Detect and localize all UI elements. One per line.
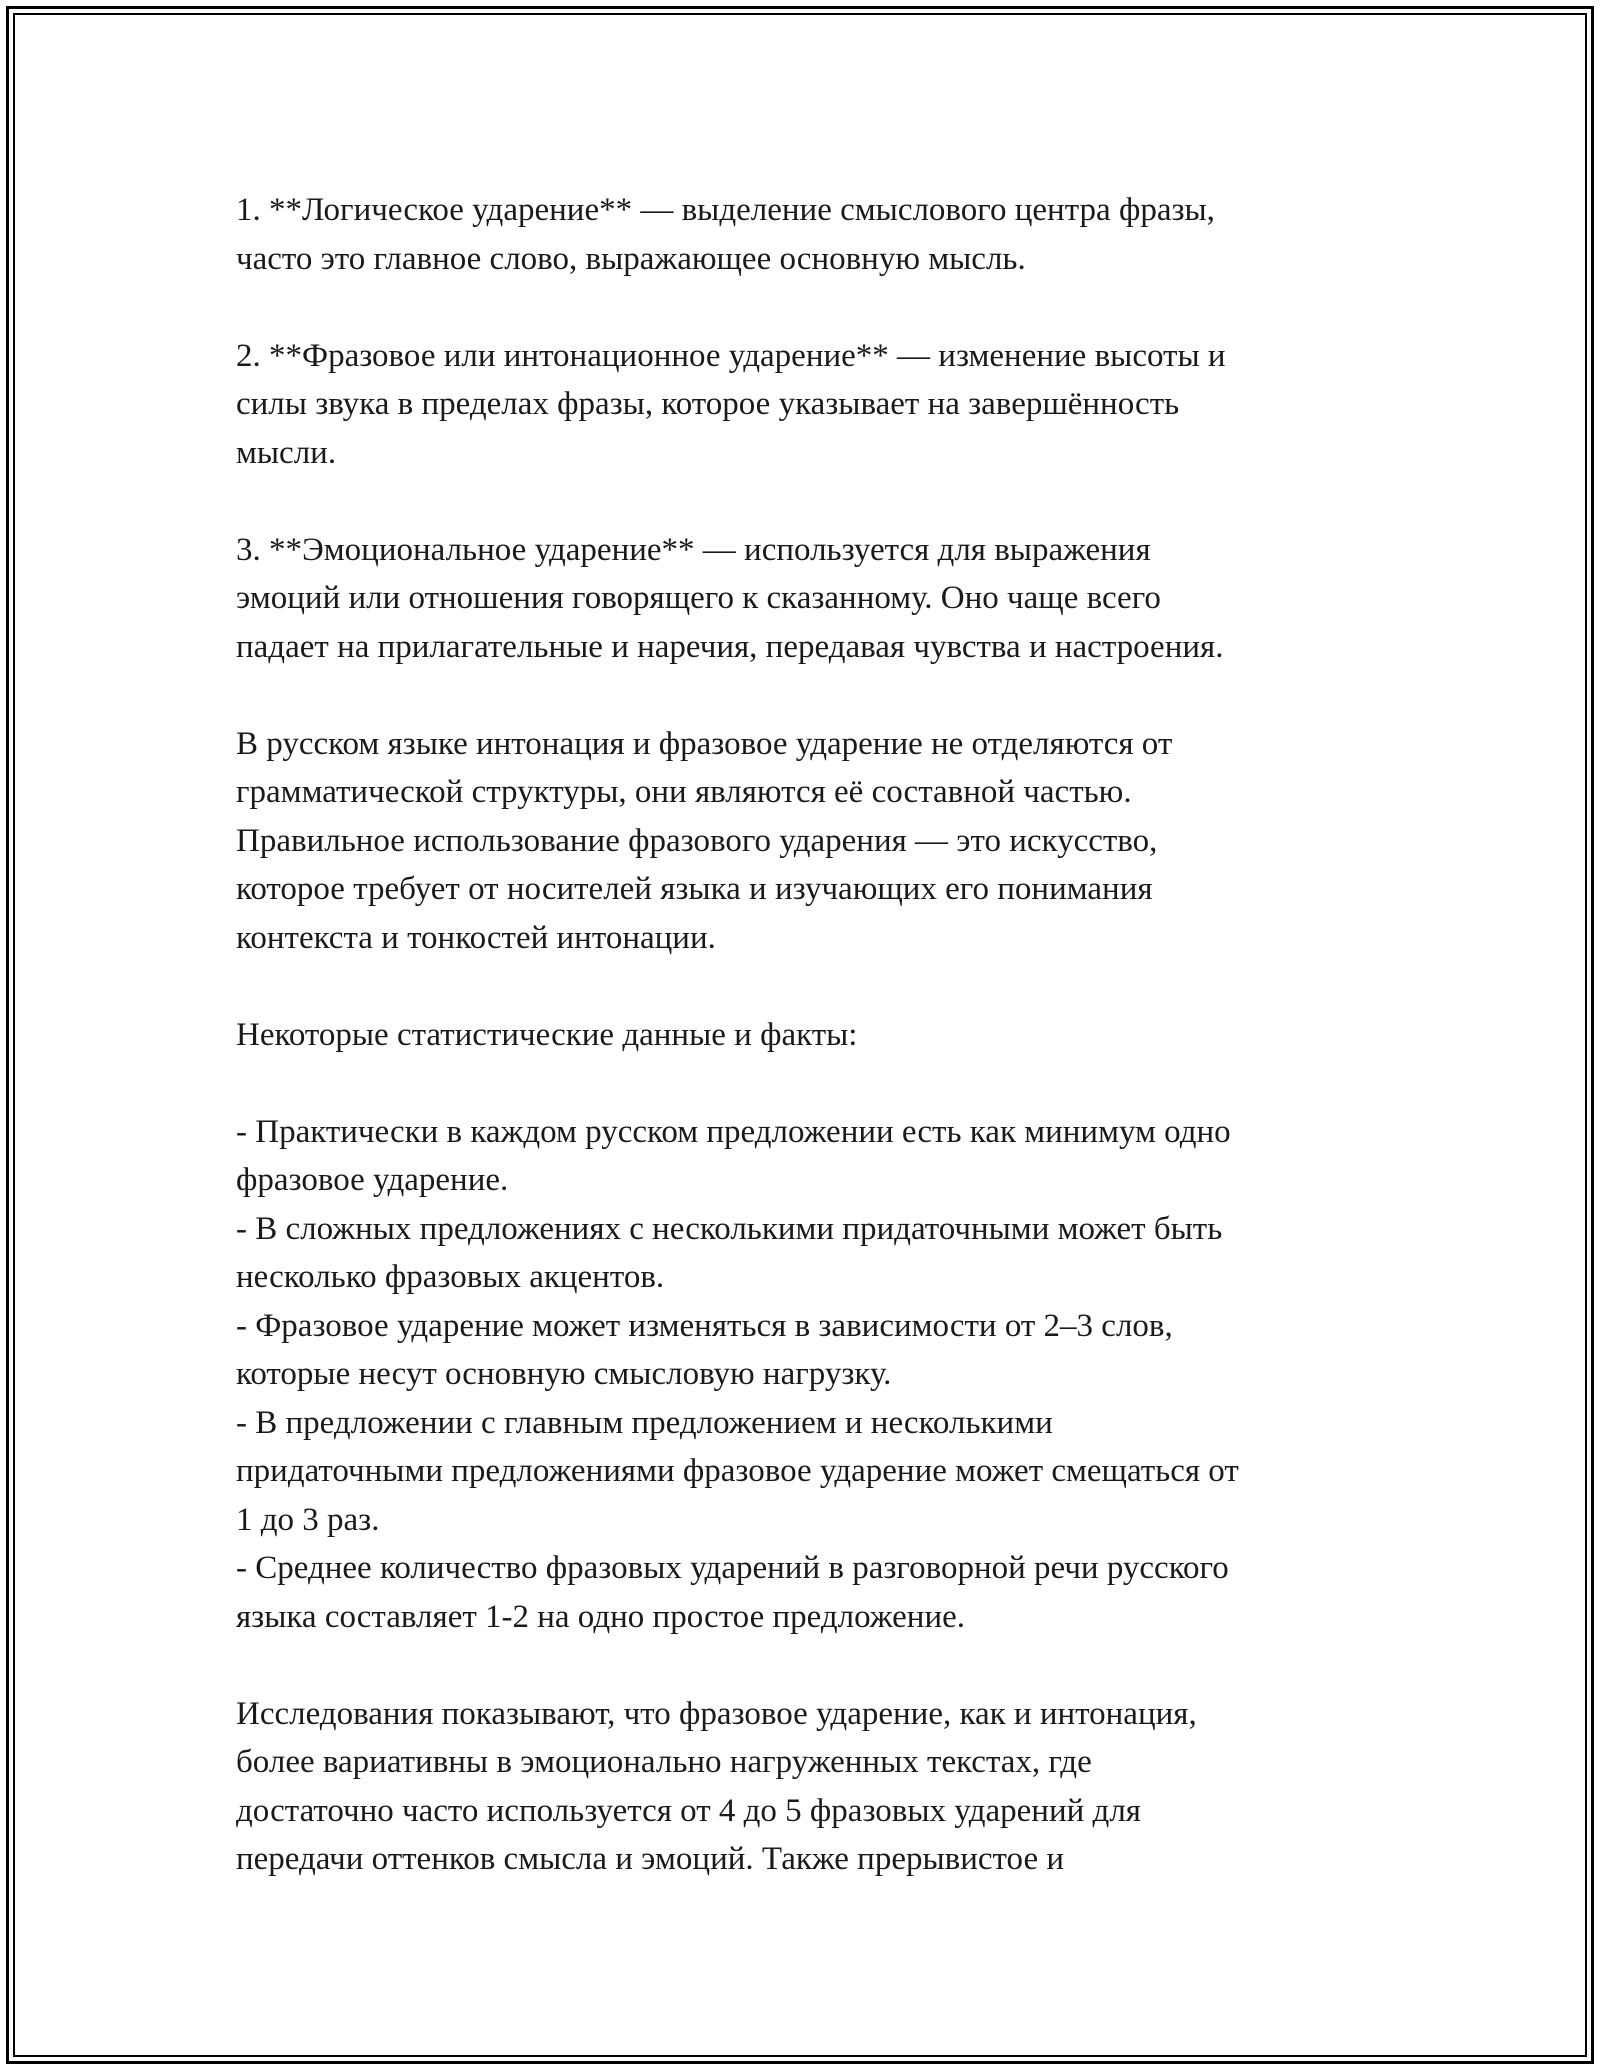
list-item-line: 1 до 3 раз. xyxy=(236,1501,380,1538)
text-line: часто это главное слово, выражающее основную мысль. xyxy=(236,240,1026,277)
text-line: которое требует от носителей языка и изучающих его понимания xyxy=(236,871,1153,907)
text-line: контекста и тонкостей интонации. xyxy=(236,919,716,956)
paragraph-phrasal-stress xyxy=(236,332,1396,478)
text-line: падает на прилагательные и наречия, передавая чувства и настроения. xyxy=(236,628,1224,665)
paragraph-emotional-stress xyxy=(236,526,1396,672)
paragraph-facts-list xyxy=(236,1108,1396,1642)
list-item-line: - Фразовое ударение может изменяться в зависимости от 2–3 слов, xyxy=(236,1307,1173,1344)
text-line: Правильное использование фразового ударения — это искусство, xyxy=(236,822,1158,859)
text-line: передачи оттенков смысла и эмоций. Также прерывистое и xyxy=(236,1841,1064,1877)
paragraph-russian-intonation xyxy=(236,720,1396,963)
list-item-line: - Среднее количество фразовых ударений в разговорной речи русского xyxy=(236,1550,1229,1586)
text-line: 1. **Логическое ударение** — выделение смыслового центра фразы, xyxy=(236,192,1215,228)
list-item-line: которые несут основную смысловую нагрузку. xyxy=(236,1356,892,1392)
text-line: эмоций или отношения говорящего к сказанному. Оно чаще всего xyxy=(236,580,1161,616)
text-line: грамматической структуры, они являются её составной частью. xyxy=(236,774,1132,810)
list-item-line: - В сложных предложениях с несколькими придаточными может быть xyxy=(236,1210,1223,1247)
document-body xyxy=(236,186,1396,1932)
text-line: более вариативны в эмоционально нагруженных текстах, где xyxy=(236,1744,1092,1780)
list-item-line: - Практически в каждом русском предложении есть как минимум одно xyxy=(236,1113,1231,1150)
paragraph-facts-heading xyxy=(236,1011,1396,1060)
list-item-line: придаточными предложениями фразовое ударение может смещаться от xyxy=(236,1453,1239,1489)
list-item-line: несколько фразовых акцентов. xyxy=(236,1259,665,1295)
list-item-line: языка составляет 1-2 на одно простое предложение. xyxy=(236,1598,966,1635)
list-item-line: - В предложении с главным предложением и несколькими xyxy=(236,1404,1053,1441)
text-line: мысли. xyxy=(236,434,337,471)
paragraph-logical-stress xyxy=(236,186,1396,283)
text-line: Исследования показывают, что фразовое ударение, как и интонация, xyxy=(236,1695,1197,1732)
text-line: достаточно часто используется от 4 до 5 фразовых ударений для xyxy=(236,1792,1141,1829)
text-line: 3. **Эмоциональное ударение** — используется для выражения xyxy=(236,531,1151,568)
paragraph-research xyxy=(236,1690,1396,1884)
list-item-line: фразовое ударение. xyxy=(236,1162,509,1198)
text-line: В русском языке интонация и фразовое ударение не отделяются от xyxy=(236,725,1173,762)
text-line: силы звука в пределах фразы, которое указывает на завершённость xyxy=(236,386,1180,422)
text-line: 2. **Фразовое или интонационное ударение** — изменение высоты и xyxy=(236,337,1226,374)
text-line: Некоторые статистические данные и факты: xyxy=(236,1016,858,1053)
